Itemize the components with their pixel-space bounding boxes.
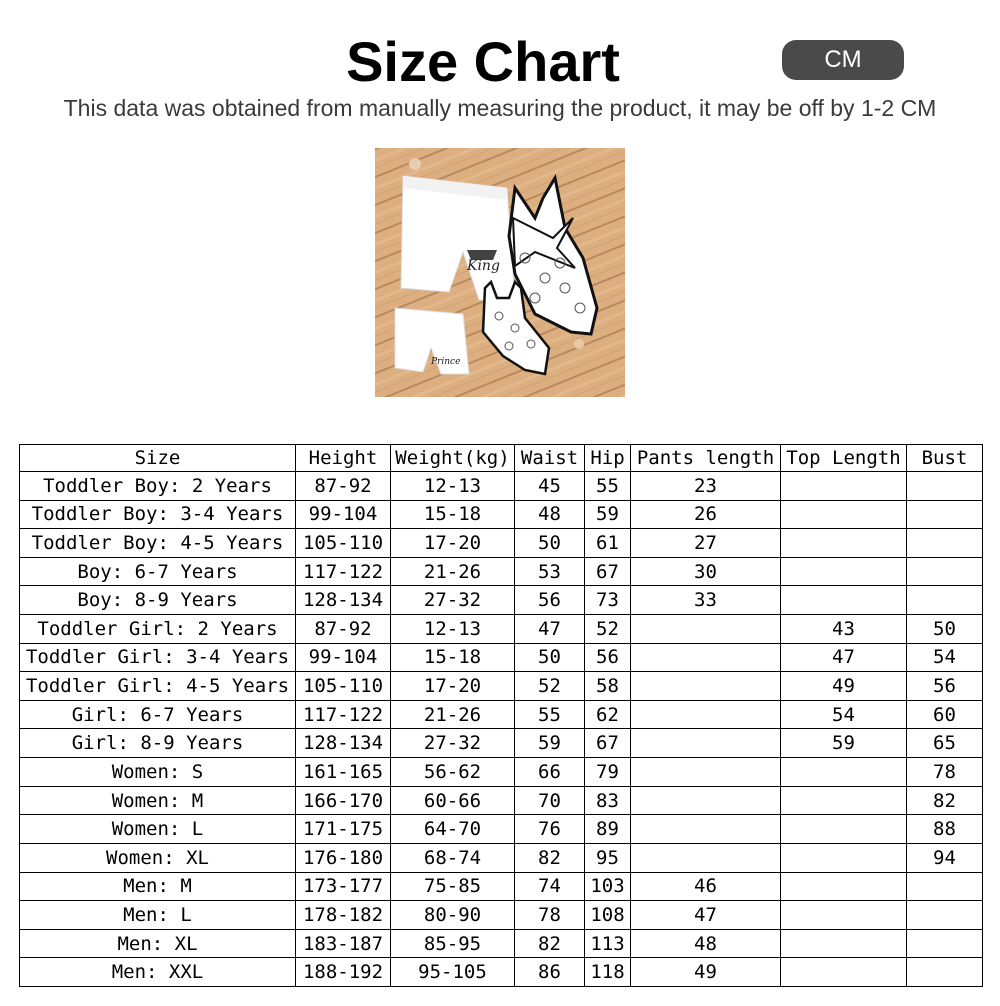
column-header-size: Size	[20, 445, 296, 472]
cell-waist: 82	[515, 929, 585, 958]
boy-swim-shorts-icon	[395, 308, 469, 374]
cell-bust	[907, 500, 983, 529]
cell-waist: 66	[515, 758, 585, 787]
cell-top-length	[781, 815, 907, 844]
cell-hip: 89	[585, 815, 631, 844]
unit-badge: CM	[782, 40, 904, 80]
cell-pants-length: 48	[631, 929, 781, 958]
cell-top-length	[781, 958, 907, 987]
column-header-hip: Hip	[585, 445, 631, 472]
cell-bust	[907, 586, 983, 615]
cell-height: 105-110	[296, 672, 391, 701]
cell-weight: 85-95	[391, 929, 515, 958]
cell-waist: 47	[515, 615, 585, 644]
cell-waist: 45	[515, 472, 585, 501]
cell-top-length: 59	[781, 729, 907, 758]
cell-bust: 94	[907, 843, 983, 872]
svg-text:Prince: Prince	[431, 357, 461, 367]
cell-hip: 103	[585, 872, 631, 901]
cell-top-length	[781, 758, 907, 787]
cell-weight: 17-20	[391, 529, 515, 558]
cell-size: Women: M	[20, 786, 296, 815]
cell-weight: 75-85	[391, 872, 515, 901]
cell-hip: 62	[585, 700, 631, 729]
cell-size: Boy: 8-9 Years	[20, 586, 296, 615]
cell-weight: 56-62	[391, 758, 515, 787]
table-row	[20, 643, 983, 672]
cell-bust	[907, 901, 983, 930]
cell-waist: 59	[515, 729, 585, 758]
cell-hip: 56	[585, 643, 631, 672]
cell-pants-length	[631, 672, 781, 701]
cell-weight: 68-74	[391, 843, 515, 872]
cell-waist: 78	[515, 901, 585, 930]
cell-hip: 67	[585, 729, 631, 758]
cell-weight: 17-20	[391, 672, 515, 701]
cell-pants-length	[631, 843, 781, 872]
table-row	[20, 901, 983, 930]
table-row	[20, 872, 983, 901]
cell-bust	[907, 472, 983, 501]
cell-height: 178-182	[296, 901, 391, 930]
cell-pants-length: 49	[631, 958, 781, 987]
size-table	[19, 444, 983, 987]
cell-hip: 55	[585, 472, 631, 501]
cell-pants-length: 46	[631, 872, 781, 901]
cell-waist: 82	[515, 843, 585, 872]
cell-height: 117-122	[296, 557, 391, 586]
cell-weight: 15-18	[391, 643, 515, 672]
cell-size: Toddler Girl: 4-5 Years	[20, 672, 296, 701]
cell-waist: 50	[515, 643, 585, 672]
cell-hip: 118	[585, 958, 631, 987]
cell-top-length	[781, 843, 907, 872]
cell-hip: 83	[585, 786, 631, 815]
cell-height: 99-104	[296, 500, 391, 529]
cell-waist: 50	[515, 529, 585, 558]
page-title: Size Chart	[346, 30, 620, 93]
cell-pants-length	[631, 729, 781, 758]
cell-bust	[907, 557, 983, 586]
cell-top-length: 43	[781, 615, 907, 644]
cell-waist: 52	[515, 672, 585, 701]
product-photo	[375, 148, 625, 397]
cell-pants-length	[631, 815, 781, 844]
cell-size: Men: L	[20, 901, 296, 930]
table-row	[20, 529, 983, 558]
cell-size: Men: M	[20, 872, 296, 901]
cell-size: Women: S	[20, 758, 296, 787]
cell-bust: 82	[907, 786, 983, 815]
cell-height: 99-104	[296, 643, 391, 672]
cell-pants-length: 26	[631, 500, 781, 529]
cell-weight: 21-26	[391, 700, 515, 729]
cell-weight: 12-13	[391, 472, 515, 501]
cell-top-length	[781, 472, 907, 501]
table-row	[20, 929, 983, 958]
cell-bust	[907, 529, 983, 558]
cell-height: 188-192	[296, 958, 391, 987]
table-row	[20, 500, 983, 529]
cell-height: 87-92	[296, 615, 391, 644]
cell-bust: 56	[907, 672, 983, 701]
cell-top-length: 49	[781, 672, 907, 701]
cell-height: 161-165	[296, 758, 391, 787]
cell-height: 87-92	[296, 472, 391, 501]
cell-hip: 59	[585, 500, 631, 529]
cell-waist: 74	[515, 872, 585, 901]
cell-size: Toddler Girl: 3-4 Years	[20, 643, 296, 672]
cell-hip: 52	[585, 615, 631, 644]
cell-hip: 67	[585, 557, 631, 586]
cell-pants-length: 23	[631, 472, 781, 501]
cell-bust: 65	[907, 729, 983, 758]
cell-top-length	[781, 872, 907, 901]
cell-bust: 54	[907, 643, 983, 672]
cell-size: Toddler Boy: 4-5 Years	[20, 529, 296, 558]
table-row	[20, 615, 983, 644]
cell-height: 128-134	[296, 586, 391, 615]
cell-top-length: 47	[781, 643, 907, 672]
column-header-height: Height	[296, 445, 391, 472]
cell-size: Toddler Girl: 2 Years	[20, 615, 296, 644]
table-body	[20, 472, 983, 987]
cell-size: Boy: 6-7 Years	[20, 557, 296, 586]
table-row	[20, 758, 983, 787]
cell-height: 183-187	[296, 929, 391, 958]
cell-height: 105-110	[296, 529, 391, 558]
cell-hip: 58	[585, 672, 631, 701]
cell-bust: 60	[907, 700, 983, 729]
cell-top-length: 54	[781, 700, 907, 729]
cell-size: Men: XL	[20, 929, 296, 958]
cell-pants-length	[631, 786, 781, 815]
cell-size: Toddler Boy: 3-4 Years	[20, 500, 296, 529]
cell-waist: 53	[515, 557, 585, 586]
table-row	[20, 958, 983, 987]
cell-weight: 15-18	[391, 500, 515, 529]
cell-pants-length: 30	[631, 557, 781, 586]
cell-weight: 95-105	[391, 958, 515, 987]
cell-waist: 55	[515, 700, 585, 729]
cell-weight: 60-66	[391, 786, 515, 815]
cell-weight: 27-32	[391, 729, 515, 758]
measurement-note: This data was obtained from manually measuring the product, it may be off by 1-2 CM	[63, 95, 937, 121]
cell-pants-length: 33	[631, 586, 781, 615]
cell-size: Women: XL	[20, 843, 296, 872]
cell-bust	[907, 929, 983, 958]
svg-text:King: King	[467, 258, 500, 274]
cell-hip: 113	[585, 929, 631, 958]
table-row	[20, 786, 983, 815]
cell-weight: 64-70	[391, 815, 515, 844]
cell-height: 166-170	[296, 786, 391, 815]
table-header-row	[20, 445, 983, 472]
table-row	[20, 843, 983, 872]
column-header-waist: Waist	[515, 445, 585, 472]
cell-bust: 78	[907, 758, 983, 787]
table-row	[20, 729, 983, 758]
cell-height: 176-180	[296, 843, 391, 872]
cell-hip: 95	[585, 843, 631, 872]
cell-weight: 21-26	[391, 557, 515, 586]
table-row	[20, 557, 983, 586]
column-header-top-length: Top Length	[781, 445, 907, 472]
cell-top-length	[781, 529, 907, 558]
cell-hip: 79	[585, 758, 631, 787]
cell-waist: 48	[515, 500, 585, 529]
cell-height: 171-175	[296, 815, 391, 844]
column-header-bust: Bust	[907, 445, 983, 472]
cell-size: Women: L	[20, 815, 296, 844]
table-row	[20, 472, 983, 501]
cell-size: Girl: 6-7 Years	[20, 700, 296, 729]
cell-hip: 108	[585, 901, 631, 930]
cell-pants-length	[631, 758, 781, 787]
cell-weight: 80-90	[391, 901, 515, 930]
cell-top-length	[781, 786, 907, 815]
column-header-pants-length: Pants length	[631, 445, 781, 472]
cell-height: 128-134	[296, 729, 391, 758]
column-header-weight: Weight(kg)	[391, 445, 515, 472]
cell-weight: 27-32	[391, 586, 515, 615]
cell-bust	[907, 958, 983, 987]
cell-pants-length	[631, 615, 781, 644]
cell-top-length	[781, 929, 907, 958]
cell-pants-length: 47	[631, 901, 781, 930]
cell-top-length	[781, 586, 907, 615]
cell-top-length	[781, 901, 907, 930]
cell-pants-length	[631, 643, 781, 672]
cell-hip: 61	[585, 529, 631, 558]
cell-hip: 73	[585, 586, 631, 615]
cell-waist: 86	[515, 958, 585, 987]
cell-size: Toddler Boy: 2 Years	[20, 472, 296, 501]
cell-height: 173-177	[296, 872, 391, 901]
table-row	[20, 586, 983, 615]
cell-size: Girl: 8-9 Years	[20, 729, 296, 758]
cell-bust: 50	[907, 615, 983, 644]
cell-top-length	[781, 557, 907, 586]
table-row	[20, 672, 983, 701]
table-row	[20, 700, 983, 729]
cell-pants-length: 27	[631, 529, 781, 558]
table-row	[20, 815, 983, 844]
cell-pants-length	[631, 700, 781, 729]
cell-weight: 12-13	[391, 615, 515, 644]
cell-waist: 56	[515, 586, 585, 615]
cell-bust	[907, 872, 983, 901]
cell-top-length	[781, 500, 907, 529]
cell-size: Men: XXL	[20, 958, 296, 987]
cell-waist: 76	[515, 815, 585, 844]
cell-height: 117-122	[296, 700, 391, 729]
cell-waist: 70	[515, 786, 585, 815]
cell-bust: 88	[907, 815, 983, 844]
